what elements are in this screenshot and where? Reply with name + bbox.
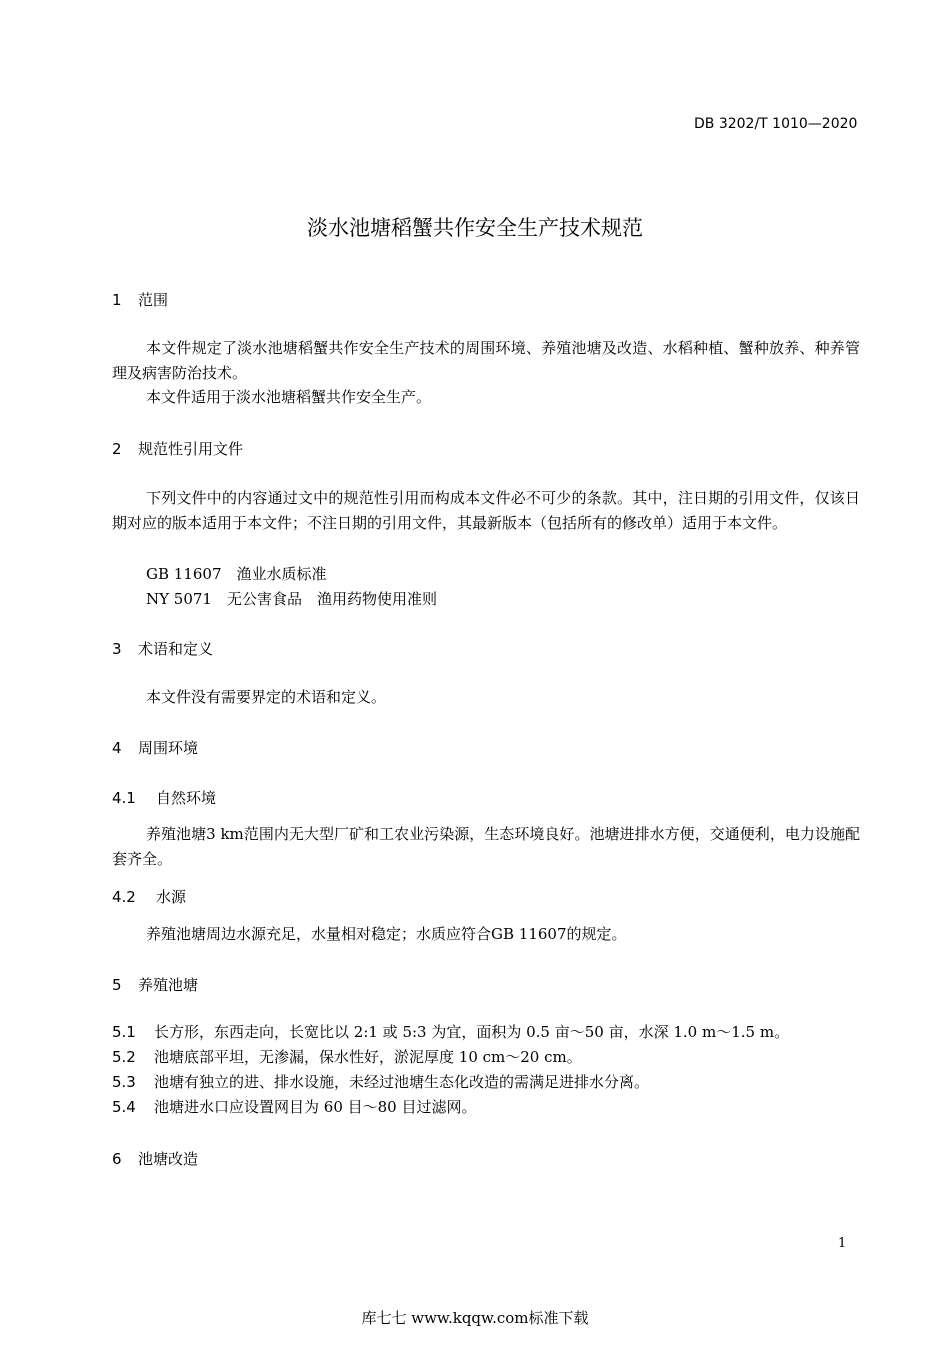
section-number: 2 [112, 440, 122, 458]
normative-reference [146, 588, 437, 609]
reference-code: NY 5071 [146, 590, 212, 608]
subsection-number: 4.1 [112, 789, 136, 807]
section-number: 6 [112, 1150, 122, 1168]
clause-text: 池塘进水口应设置网目为 60 目～80 目过滤网。 [154, 1098, 477, 1116]
subsection-4-2-heading [112, 886, 186, 907]
clause-number: 5.1 [112, 1023, 136, 1041]
clause-number: 5.3 [112, 1073, 136, 1091]
section-title: 术语和定义 [138, 640, 214, 658]
subsection-4-1-heading [112, 787, 216, 808]
section-4-heading [112, 737, 198, 758]
page-number: 1 [838, 1236, 847, 1251]
section-2-heading [112, 438, 243, 459]
document-number: DB 3202/T 1010—2020 [694, 116, 858, 132]
section-3-heading [112, 638, 213, 659]
clause-5-1 [112, 1021, 789, 1042]
subsection-4-1-paragraph: 养殖池塘3 km范围内无大型厂矿和工农业污染源，生态环境良好。池塘进排水方便，交通便利，电力设施配套齐全。 [112, 825, 860, 868]
clause-number: 5.2 [112, 1048, 136, 1066]
document-title: 淡水池塘稻蟹共作安全生产技术规范 [307, 216, 643, 240]
clause-text: 池塘有独立的进、排水设施，未经过池塘生态化改造的需满足进排水分离。 [154, 1073, 650, 1091]
section-title: 池塘改造 [138, 1150, 199, 1168]
subsection-title: 自然环境 [156, 789, 217, 807]
section-1-heading [112, 289, 168, 310]
subsection-number: 4.2 [112, 888, 136, 906]
reference-name: 无公害食品 渔用药物使用准则 [227, 590, 438, 608]
section-number: 5 [112, 976, 122, 994]
section-6-heading [112, 1148, 198, 1169]
section-1-paragraph-1: 本文件规定了淡水池塘稻蟹共作安全生产技术的周围环境、养殖池塘及改造、水稻种植、蟹种放养、种养管理及病害防治技术。 [112, 339, 860, 382]
section-number: 1 [112, 291, 122, 309]
clause-text: 池塘底部平坦，无渗漏，保水性好，淤泥厚度 10 cm～20 cm。 [154, 1048, 582, 1066]
section-1-paragraph-2: 本文件适用于淡水池塘稻蟹共作安全生产。 [146, 388, 432, 406]
normative-reference [146, 563, 327, 584]
subsection-4-2-paragraph: 养殖池塘周边水源充足，水量相对稳定；水质应符合GB 11607的规定。 [146, 925, 627, 943]
clause-text: 长方形，东西走向，长宽比以 2:1 或 5:3 为宜，面积为 0.5 亩～50 亩，水深 1.0 m～1.5 m。 [154, 1023, 790, 1041]
clause-5-3 [112, 1071, 649, 1092]
section-title: 规范性引用文件 [138, 440, 244, 458]
subsection-title: 水源 [156, 888, 187, 906]
section-3-paragraph-1: 本文件没有需要界定的术语和定义。 [146, 688, 387, 706]
section-title: 周围环境 [138, 739, 199, 757]
footer-watermark: 库七七 www.kqqw.com标准下载 [361, 1309, 589, 1327]
clause-number: 5.4 [112, 1098, 136, 1116]
clause-5-2 [112, 1046, 582, 1067]
section-number: 4 [112, 739, 122, 757]
clause-5-4 [112, 1096, 476, 1117]
reference-code: GB 11607 [146, 565, 222, 583]
section-title: 养殖池塘 [138, 976, 199, 994]
reference-name: 渔业水质标准 [236, 565, 327, 583]
section-5-heading [112, 974, 198, 995]
section-title: 范围 [138, 291, 169, 309]
section-number: 3 [112, 640, 122, 658]
section-2-paragraph-1: 下列文件中的内容通过文中的规范性引用而构成本文件必不可少的条款。其中，注日期的引用文件，仅该日期对应的版本适用于本文件；不注日期的引用文件，其最新版本（包括所有的修改单）适用于本文件。 [112, 489, 860, 532]
